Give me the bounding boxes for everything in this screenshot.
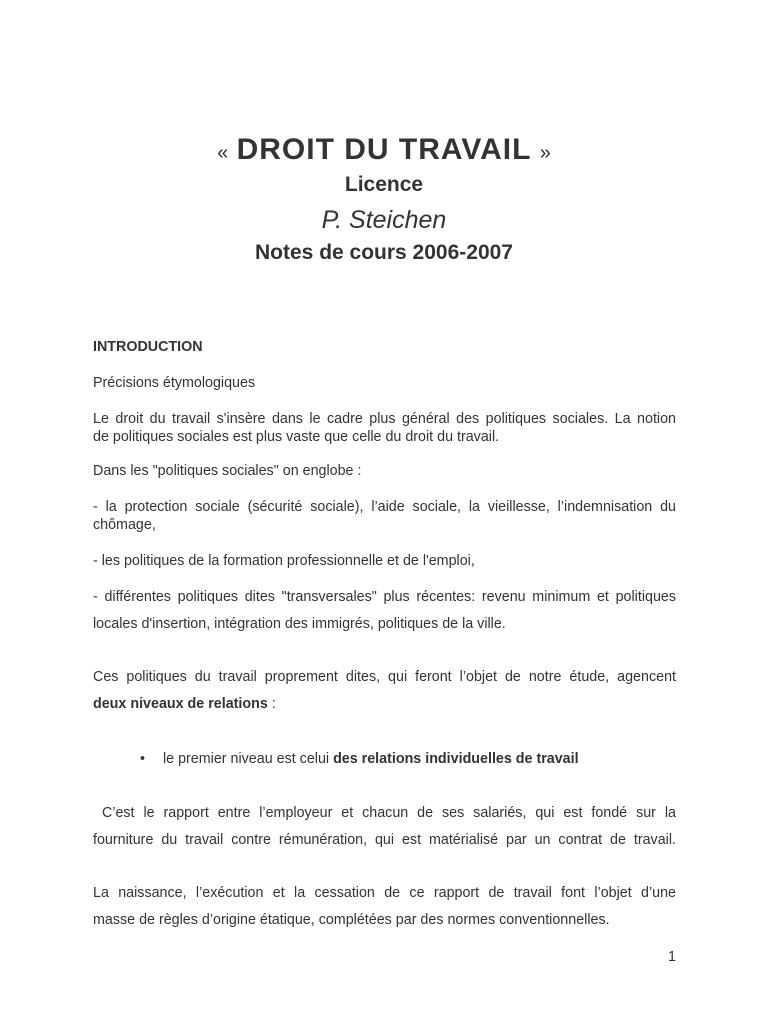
list-item-line: chômage, — [93, 517, 156, 533]
list-item: - les politiques de la formation professionnelle et de l'emploi, — [93, 553, 475, 569]
paragraph-line: Le droit du travail s'insère dans le cadre plus général des politiques sociales. La notion — [93, 411, 676, 427]
course-title: Notes de cours 2006-2007 — [255, 241, 513, 264]
paragraph-line: Ces politiques du travail proprement dites, qui feront l’objet de notre étude, agencent — [93, 669, 676, 685]
paragraph-line: La naissance, l’exécution et la cessation de ce rapport de travail font l’objet d’une — [93, 885, 676, 901]
list-item-line: - différentes politiques dites "transversales" plus récentes: revenu minimum et politiques — [93, 589, 676, 605]
close-quote: » — [539, 142, 551, 164]
paragraph-line: fourniture du travail contre rémunération, qui est matérialisé par un contrat de travail. — [93, 832, 676, 848]
list-item-line: - la protection sociale (sécurité sociale), l’aide sociale, la vieillesse, l’indemnisation du — [93, 499, 676, 515]
subheading: Précisions étymologiques — [93, 375, 256, 391]
section-heading: INTRODUCTION — [93, 339, 203, 355]
bullet-icon: • — [140, 751, 146, 767]
subtitle: Licence — [344, 173, 424, 196]
bullet-item — [163, 750, 579, 768]
document-title — [0, 133, 768, 167]
paragraph-line — [93, 695, 276, 713]
page-number: 1 — [668, 949, 676, 965]
paragraph-line: masse de règles d’origine étatique, complétées par des normes conventionnelles. — [93, 912, 610, 928]
text: : — [267, 696, 276, 712]
paragraph: Dans les "politiques sociales" on englobe : — [93, 463, 362, 479]
open-quote: « — [217, 142, 229, 164]
title-text: DROIT DU TRAVAIL — [236, 133, 532, 166]
text: le premier niveau est celui — [163, 751, 334, 767]
bold-text: des relations individuelles de travail — [333, 751, 579, 767]
paragraph-line: de politiques sociales est plus vaste que celle du droit du travail. — [93, 429, 500, 445]
paragraph-line: C’est le rapport entre l’employeur et chacun de ses salariés, qui est fondé sur la — [93, 805, 676, 821]
list-item-line: locales d'insertion, intégration des immigrés, politiques de la ville. — [93, 616, 506, 632]
author: P. Steichen — [321, 206, 447, 234]
bold-text: deux niveaux de relations — [93, 696, 268, 712]
